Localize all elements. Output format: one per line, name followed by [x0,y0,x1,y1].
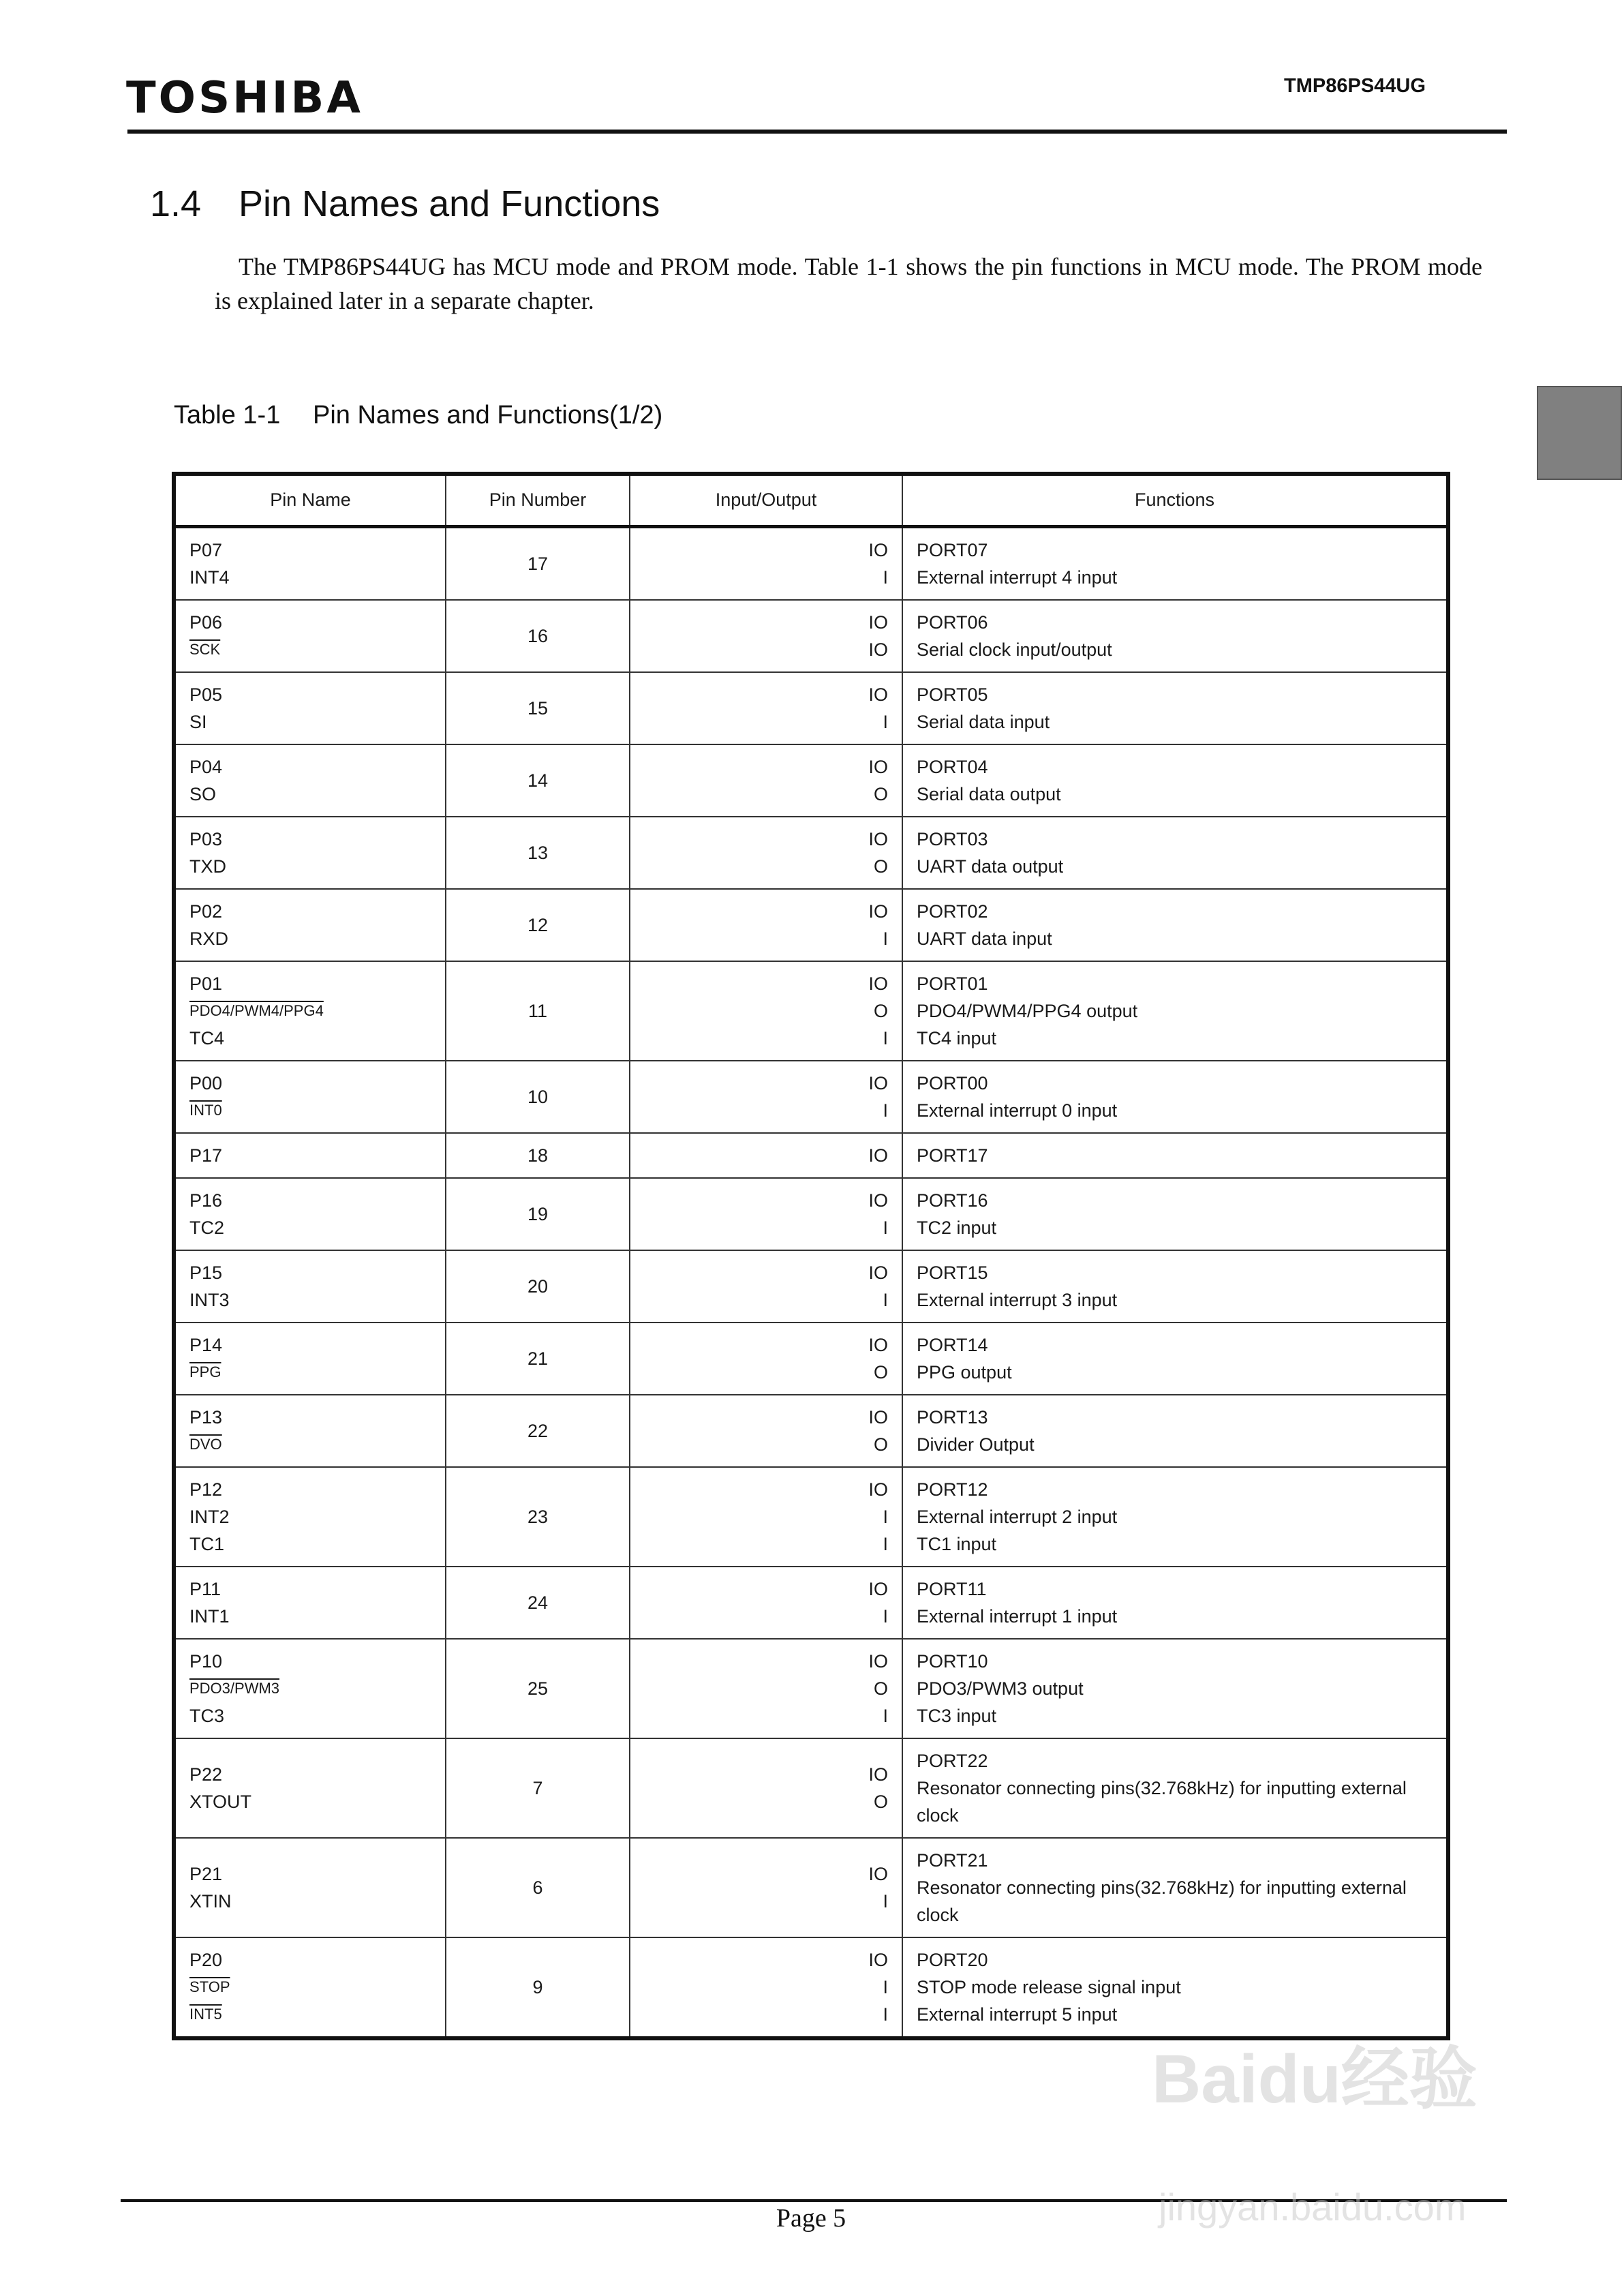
functions-cell [902,744,1446,817]
pin-table [176,476,1446,2036]
section-title [150,183,660,225]
io-cell [630,1178,902,1250]
pin-name: P04 [189,756,223,777]
pin-number-cell [446,889,630,961]
pin-name: INT5 [189,2005,222,2023]
functions-cell [902,1178,1446,1250]
pin-number: 13 [527,842,549,863]
pin-name-cell [176,889,446,961]
io-direction: I [883,711,888,732]
pin-table-body [176,526,1446,2036]
pin-name: INT4 [189,567,230,588]
io-cell [630,1467,902,1567]
pin-number-cell [446,526,630,600]
io-cell [630,1061,902,1133]
pin-name-cell [176,1250,446,1323]
pin-number-cell [446,1178,630,1250]
pin-number-cell [446,1937,630,2036]
pin-number: 17 [527,553,549,574]
function-text: PORT05 [917,684,988,705]
io-direction: IO [868,1578,888,1599]
pin-number: 19 [527,1203,549,1224]
function-text: PORT10 [917,1650,988,1672]
pin-number-cell [446,1639,630,1738]
pin-name: P07 [189,539,223,560]
pin-number-cell [446,1250,630,1323]
io-direction: IO [868,1949,888,1970]
io-cell [630,1639,902,1738]
pin-name: P15 [189,1262,223,1283]
pin-name: P02 [189,901,223,922]
pin-name: P00 [189,1072,223,1093]
function-text: PORT16 [917,1190,988,1211]
functions-cell [902,1133,1446,1178]
table-row [176,1838,1446,1937]
io-direction: I [883,1289,888,1310]
functions-cell [902,1323,1446,1395]
functions-cell [902,600,1446,672]
io-direction: I [883,928,888,949]
function-text: STOP mode release signal input [917,1976,1181,1997]
io-direction: IO [868,1863,888,1884]
table-row [176,889,1446,961]
io-cell [630,744,902,817]
table-row [176,1467,1446,1567]
pin-name-cell [176,1395,446,1467]
io-direction: I [883,1976,888,1997]
pin-number: 20 [527,1275,549,1297]
function-text: TC1 input [917,1533,997,1554]
pin-name: XTIN [189,1890,232,1912]
table-row [176,672,1446,744]
table-row [176,1395,1446,1467]
io-direction: IO [868,1262,888,1283]
function-text: UART data input [917,928,1052,949]
section-number: 1.4 [150,183,202,224]
function-text: Serial clock input/output [917,639,1112,660]
pin-name: P01 [189,973,223,994]
pin-number: 25 [527,1678,549,1699]
function-text: PORT21 [917,1849,988,1871]
pin-name: INT0 [189,1101,222,1119]
io-direction: O [873,856,888,877]
table-caption-number: Table 1-1 [174,401,281,429]
io-cell [630,1838,902,1937]
io-direction: I [883,1100,888,1121]
io-direction: I [883,1506,888,1527]
pin-name: SO [189,783,217,804]
table-row [176,1639,1446,1738]
pin-number-cell [446,1567,630,1639]
pin-name-cell [176,1323,446,1395]
table-row [176,1061,1446,1133]
header-rule [127,130,1507,134]
table-header-row [176,476,1446,526]
pin-name-cell [176,1639,446,1738]
io-direction: I [883,1890,888,1912]
pin-number: 11 [527,1000,548,1021]
chapter-tab-marker [1537,386,1622,480]
io-direction: O [873,1434,888,1455]
pin-number-cell [446,817,630,889]
pin-name: P11 [189,1578,221,1599]
io-direction: O [873,1791,888,1812]
pin-name: P10 [189,1650,223,1672]
table-caption [174,401,662,430]
function-text: PORT15 [917,1262,988,1283]
table-row [176,1738,1446,1838]
io-cell [630,961,902,1061]
io-cell [630,600,902,672]
functions-cell [902,1567,1446,1639]
io-direction: IO [868,756,888,777]
baidu-watermark: Baidu经验 [1152,2041,1478,2117]
io-direction: IO [868,1650,888,1672]
column-header: Pin Number [446,476,630,526]
io-direction: IO [868,828,888,849]
intro-text: The TMP86PS44UG has MCU mode and PROM mode. Table 1-1 shows the pin functions in MCU mode. The PROM mode is explained later in a separate chapter. [215,253,1482,314]
io-direction: I [883,1533,888,1554]
functions-cell [902,1838,1446,1937]
function-text: Serial data output [917,783,1061,804]
pin-name: INT3 [189,1289,230,1310]
pin-name: INT1 [189,1605,230,1627]
functions-cell [902,889,1446,961]
pin-number-cell [446,1838,630,1937]
pin-name: TC3 [189,1705,225,1726]
functions-cell [902,961,1446,1061]
function-text: PORT01 [917,973,988,994]
pin-number-cell [446,1061,630,1133]
pin-name: P21 [189,1863,223,1884]
function-text: External interrupt 2 input [917,1506,1118,1527]
io-direction: O [873,783,888,804]
pin-name-cell [176,600,446,672]
io-direction: IO [868,1406,888,1428]
pin-name-cell [176,961,446,1061]
pin-name: P03 [189,828,223,849]
io-cell [630,1323,902,1395]
io-cell [630,672,902,744]
function-text: PORT07 [917,539,988,560]
pin-number-cell [446,1133,630,1178]
function-text: PORT06 [917,611,988,633]
function-text: External interrupt 3 input [917,1289,1118,1310]
pin-number: 12 [527,914,549,935]
function-text: PORT20 [917,1949,988,1970]
pin-number-cell [446,1323,630,1395]
function-text: PORT22 [917,1750,988,1771]
pin-number: 6 [532,1877,543,1898]
io-cell [630,1738,902,1838]
pin-name: $\overline{PPG}$ [189,1363,221,1380]
pin-number-cell [446,961,630,1061]
function-text: PDO4/PWM4/PPG4 output [917,1000,1138,1021]
pin-name: TC4 [189,1027,225,1048]
pin-name: TC2 [189,1217,225,1238]
table-row [176,1250,1446,1323]
pin-name: P05 [189,684,223,705]
functions-cell [902,1395,1446,1467]
intro-paragraph [215,250,1482,318]
function-text: External interrupt 1 input [917,1605,1118,1627]
pin-number-cell [446,744,630,817]
io-direction: IO [868,1479,888,1500]
pin-name-cell [176,1178,446,1250]
pin-name: RXD [189,928,229,949]
pin-number-cell [446,672,630,744]
io-direction: O [873,1678,888,1699]
pin-name: P14 [189,1334,223,1355]
pin-name-cell [176,1937,446,2036]
table-row [176,1133,1446,1178]
function-text: PORT02 [917,901,988,922]
io-cell [630,1937,902,2036]
pin-name: PDO4/PWM4/PPG4 [189,1001,324,1019]
pin-name-cell [176,1061,446,1133]
table-row [176,600,1446,672]
io-direction: I [883,567,888,588]
pin-number: 23 [527,1506,549,1527]
function-text: TC4 input [917,1027,997,1048]
io-cell [630,1133,902,1178]
pin-name: $\overline{DVO}$ [189,1435,222,1453]
pin-name: $\overline{SCK}$ [189,640,221,658]
pin-number: 9 [532,1976,543,1997]
function-text: External interrupt 4 input [917,567,1118,588]
pin-number: 14 [527,770,549,791]
pin-name: P22 [189,1764,223,1785]
table-row [176,817,1446,889]
function-text: PORT11 [917,1578,987,1599]
pin-name-cell [176,526,446,600]
functions-cell [902,1937,1446,2036]
io-direction: O [873,1000,888,1021]
function-text: Serial data input [917,711,1050,732]
pin-name-cell [176,1838,446,1937]
function-text: PORT12 [917,1479,988,1500]
io-cell [630,817,902,889]
pin-number-cell [446,1395,630,1467]
pin-name-cell [176,1133,446,1178]
io-direction: I [883,2004,888,2025]
pin-name: P20 [189,1949,223,1970]
pin-name: PDO3/PWM3 [189,1679,280,1697]
pin-number: 24 [527,1592,549,1613]
io-direction: IO [868,1190,888,1211]
functions-cell [902,817,1446,889]
pin-name-cell [176,1567,446,1639]
functions-cell [902,1061,1446,1133]
functions-cell [902,672,1446,744]
pin-name: SI [189,711,207,732]
pin-name: TXD [189,856,226,877]
pin-number: 15 [527,697,549,719]
function-text: PORT17 [917,1145,988,1166]
section-title-text: Pin Names and Functions [239,183,660,224]
io-direction: IO [868,611,888,633]
pin-number: 18 [527,1145,549,1166]
io-cell [630,1567,902,1639]
function-text: External interrupt 0 input [917,1100,1118,1121]
pin-number-cell [446,600,630,672]
baidu-watermark-url: jingyan.baidu.com [1159,2186,1467,2229]
function-text: Divider Output [917,1434,1035,1455]
table-caption-title: Pin Names and Functions(1/2) [313,401,663,429]
pin-name-cell [176,817,446,889]
io-direction: IO [868,901,888,922]
column-header: Functions [902,476,1446,526]
function-text: PORT00 [917,1072,988,1093]
pin-name-cell [176,744,446,817]
io-direction: IO [868,1145,888,1166]
io-direction: IO [868,1764,888,1785]
function-text: TC3 input [917,1705,997,1726]
pin-number: 21 [527,1348,549,1369]
io-direction: IO [868,539,888,560]
pin-name: P17 [189,1145,223,1166]
io-direction: I [883,1217,888,1238]
function-text: Resonator connecting pins(32.768kHz) for inputting external clock [917,1777,1407,1826]
pin-name: XTOUT [189,1791,252,1812]
pin-number-cell [446,1738,630,1838]
pin-name: P06 [189,611,223,633]
functions-cell [902,526,1446,600]
document-number: TMP86PS44UG [1284,75,1426,97]
table-row [176,1323,1446,1395]
function-text: UART data output [917,856,1064,877]
io-direction: O [873,1361,888,1383]
table-row [176,961,1446,1061]
io-direction: I [883,1705,888,1726]
pin-name-cell [176,672,446,744]
column-header: Input/Output [630,476,902,526]
pin-name: STOP [189,1978,230,1995]
table-row [176,1937,1446,2036]
functions-cell [902,1467,1446,1567]
function-text: PPG output [917,1361,1012,1383]
functions-cell [902,1250,1446,1323]
table-row [176,744,1446,817]
pin-name: P16 [189,1190,223,1211]
pin-name: P13 [189,1406,223,1428]
io-direction: IO [868,684,888,705]
pin-number-cell [446,1467,630,1567]
function-text: PORT04 [917,756,988,777]
io-direction: IO [868,1072,888,1093]
page-number: Page 5 [776,2204,846,2233]
pin-name-cell [176,1467,446,1567]
function-text: TC2 input [917,1217,997,1238]
toshiba-logo: TOSHIBA [126,73,363,123]
table-row [176,1178,1446,1250]
io-direction: I [883,1605,888,1627]
pin-name: P12 [189,1479,223,1500]
pin-name-cell [176,1738,446,1838]
pin-number: 10 [527,1086,549,1107]
io-cell [630,889,902,961]
pin-name: TC1 [189,1533,225,1554]
io-cell [630,526,902,600]
function-text: Resonator connecting pins(32.768kHz) for inputting external clock [917,1877,1407,1925]
column-header: Pin Name [176,476,446,526]
io-cell [630,1250,902,1323]
functions-cell [902,1738,1446,1838]
function-text: PORT13 [917,1406,988,1428]
io-cell [630,1395,902,1467]
table-row [176,526,1446,600]
functions-cell [902,1639,1446,1738]
io-direction: I [883,1027,888,1048]
pin-name: INT2 [189,1506,230,1527]
pin-number: 7 [532,1777,543,1798]
function-text: PORT14 [917,1334,988,1355]
pin-table-frame [172,472,1450,2040]
table-row [176,1567,1446,1639]
function-text: PORT03 [917,828,988,849]
io-direction: IO [868,1334,888,1355]
pin-number: 16 [527,625,549,646]
function-text: External interrupt 5 input [917,2004,1118,2025]
io-direction: IO [868,973,888,994]
function-text: PDO3/PWM3 output [917,1678,1084,1699]
io-direction: IO [868,639,888,660]
pin-number: 22 [527,1420,549,1441]
